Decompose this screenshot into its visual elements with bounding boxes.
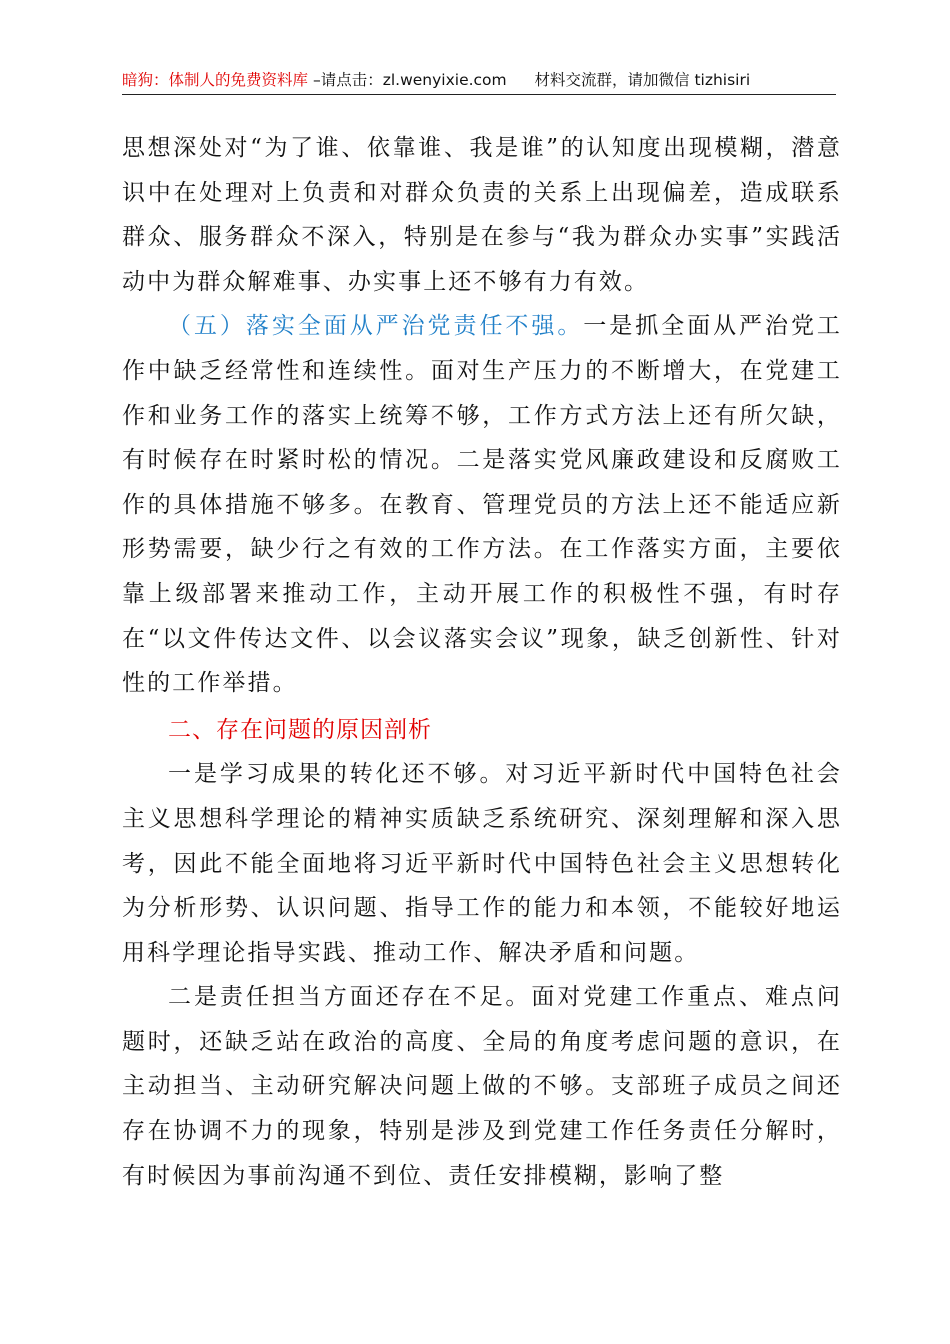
header-site-name: 暗狗：体制人的免费资料库 bbox=[122, 71, 309, 89]
paragraph-item-five bbox=[122, 304, 842, 705]
paragraph-continued: 思想深处对“为了谁、依靠谁、我是谁”的认知度出现模糊，潜意识中在处理对上负责和对群众负责的关系上出现偏差，造成联系群众、服务群众不深入，特别是在参与“我为群众办实事”实践活动中为群众解难事、办实事上还不够有力有效。 bbox=[122, 135, 842, 295]
paragraph-item-five-text: 一是抓全面从严治党工作中缺乏经常性和连续性。面对生产压力的不断增大，在党建工作和业务工作的落实上统筹不够，工作方式方法上还有所欠缺，有时候存在时紧时松的情况。二是落实党风廉政建设和反腐败工作的具体措施不够多。在教育、管理党员的方法上还不能适应新形势需要，缺少行之有效的工作方法。在工作落实方面，主要依靠上级部署来推动工作，主动开展工作的积极性不强，有时存在“以文件传达文件、以会议落实会议”现象，缺乏创新性、针对性的工作举措。 bbox=[122, 313, 842, 697]
paragraph-cause-one: 一是学习成果的转化还不够。对习近平新时代中国特色社会主义思想科学理论的精神实质缺乏系统研究、深刻理解和深入思考，因此不能全面地将习近平新时代中国特色社会主义思想转化为分析形势、认识问题、指导工作的能力和本领，不能较好地运用科学理论指导实践、推动工作、解决矛盾和问题。 bbox=[122, 761, 842, 966]
header-contact: 材料交流群，请加微信 tizhisiri bbox=[534, 71, 751, 89]
document-body bbox=[122, 126, 842, 1198]
page-header bbox=[122, 66, 836, 95]
header-click-prompt[interactable]: –请点击：zl.wenyixie.com bbox=[312, 71, 507, 89]
paragraph-item-five-lead: （五）落实全面从严治党责任不强。 bbox=[168, 313, 584, 340]
section-heading: 二、存在问题的原因剖析 bbox=[168, 716, 432, 743]
paragraph-cause-two: 二是责任担当方面还存在不足。面对党建工作重点、难点问题时，还缺乏站在政治的高度、全局的角度考虑问题的意识，在主动担当、主动研究解决问题上做的不够。支部班子成员之间还存在协调不力的现象，特别是涉及到党建工作任务责任分解时，有时候因为事前沟通不到位、责任安排模糊，影响了整 bbox=[122, 984, 842, 1189]
